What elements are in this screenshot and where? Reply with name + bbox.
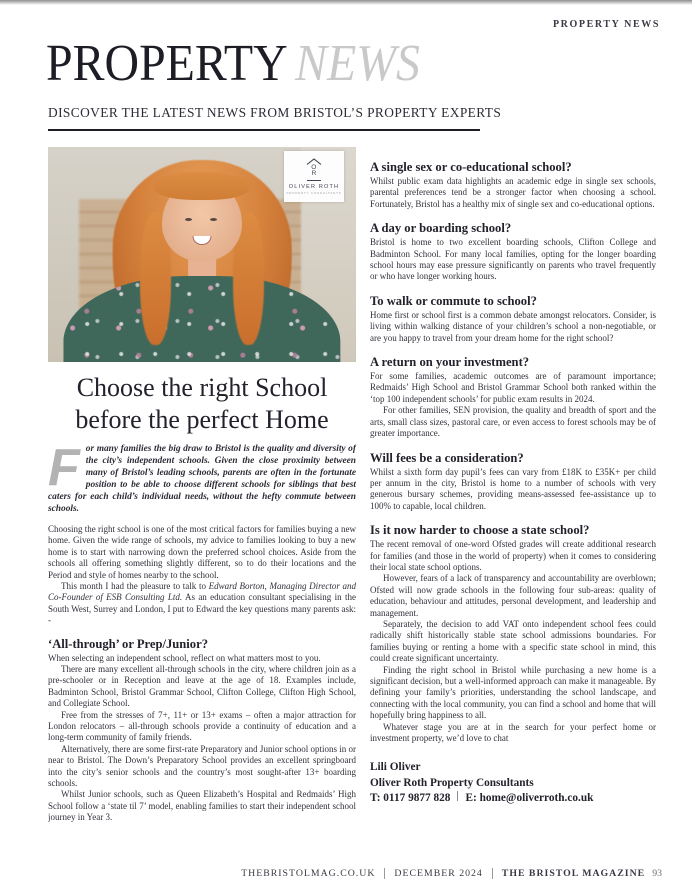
section-heading-day-boarding: A day or boarding school?	[370, 221, 512, 236]
paragraph-italic-credit: Edward Borton, Managing Director and Co-Founder of ESB Consulting Ltd.	[48, 580, 356, 603]
page-footer	[233, 865, 678, 882]
author-email[interactable]: E: home@oliverroth.co.uk	[465, 792, 594, 805]
oliver-roth-logo	[284, 151, 344, 202]
footer-page-number: 93	[652, 868, 662, 879]
section-heading-all-through: ‘All-through’ or Prep/Junior?	[48, 636, 208, 651]
lead-text: or many families the big draw to Bristol is the quality and diversity of the city’s independent schools. Given the close proximity between many of Bristol’s leading schools, parents are often in the fortunate position to be able to choose different schools for siblings that best caters for each child’s individual needs, without the hefty commute between schools.	[48, 444, 356, 514]
footer-site: THEBRISTOLMAG.CO.UK	[241, 868, 376, 879]
article-paragraph: Alternatively, there are some first-rate Preparatory and Junior school options in or near to Bristol. The Down’s Preparatory School provides an excellent springboard into the city’s senior schools and the country’s most sought-after 13+ boarding schools.	[48, 743, 356, 788]
article-paragraph: When selecting an independent school, reflect on what matters most to you.	[48, 652, 321, 663]
contact-separator	[457, 791, 458, 801]
logo-letter-r: R	[311, 170, 317, 177]
article-paragraph: Whilst a sixth form day pupil’s fees can vary from £18K to £35K+ per child per annum in the city, Bristol is home to a number of schools with very generous bursary schemes, providing means-assessed fee-assistance up to 100% to capable, local children.	[370, 466, 656, 511]
page-title-accent: NEWS	[295, 35, 420, 92]
article-paragraph: For some families, academic outcomes are of paramount importance; Redmaids’ High School and Bristol Grammar School both ranked within the ‘top 100 independent schools’ for public exam results in 2024.	[370, 371, 656, 404]
right-column	[370, 147, 656, 878]
article-paragraph	[48, 581, 356, 627]
drop-cap: F	[48, 439, 80, 498]
paragraph-rest: As an education consultant specialising in the South West, Surrey and London, I put to Edward the key questions many parents ask: -	[48, 592, 356, 626]
section-heading-walk-commute: To walk or commute to school?	[370, 293, 537, 308]
article-paragraph: Choosing the right school is one of the most critical factors for families buying a new home. Given the wide range of schools, my advice to families looking to buy a new home is to start with narrowing down the preferred school choices. Aside from the schools all offering something slightly different, so to do their locations and the Period and style of homes nearby to the school.	[48, 523, 356, 580]
page-kicker: PROPERTY NEWS	[552, 19, 660, 30]
logo-tagline: PROPERTY CONSULTANTS	[286, 191, 342, 195]
section-heading-fees: Will fees be a consideration?	[370, 450, 524, 465]
headline-line-2: before the perfect Home	[75, 404, 329, 434]
page-edge-shade	[0, 0, 692, 5]
header-rule	[48, 129, 480, 131]
consultant-photo	[48, 147, 356, 362]
author-company: Oliver Roth Property Consultants	[370, 776, 534, 789]
footer-separator	[384, 868, 385, 879]
page-subtitle: DISCOVER THE LATEST NEWS FROM BRISTOL’S PROPERTY EXPERTS	[48, 105, 502, 120]
logo-letter-o: O	[311, 164, 317, 171]
left-column	[48, 147, 356, 872]
article-paragraph: Whatever stage you are at in the search for your perfect home or investment property, we’d love to chat	[370, 721, 656, 744]
photo-eye-right	[210, 218, 217, 221]
footer-date: DECEMBER 2024	[394, 868, 483, 879]
article-paragraph: There are many excellent all-through schools in the city, where children join as a pre-schooler or in Reception and leave at the age of 18. Examples include, Badminton School, Bristol Grammar School, Clifton College, Clifton High School, and Collegiate School.	[48, 663, 356, 709]
article-paragraph: Whilst public exam data highlights an academic edge in single sex schools, parental preferences tend be a stronger factor when choosing a school. Fortunately, Bristol has a healthy mix of single sex and co-educational options.	[370, 176, 656, 209]
qa-section	[370, 355, 656, 439]
author-name: Lili Oliver	[370, 761, 421, 774]
paragraph-intro: This month I had the pleasure to talk to	[61, 580, 209, 591]
article-paragraph: Free from the stresses of 7+, 11+ or 13+ exams – often a major attraction for London relocators – all-through schools provide a continuity of education and a long-term community of family friends.	[48, 709, 356, 743]
qa-section	[370, 221, 656, 283]
qa-section	[370, 294, 656, 344]
qa-section	[370, 160, 656, 210]
qa-section	[370, 451, 656, 513]
article-paragraph: The recent removal of one-word Ofsted grades will create additional research for families (and those in the world of property) when it comes to considering their local state school options.	[370, 539, 656, 572]
article-paragraph: Finding the right school in Bristol while purchasing a new home is a significant decision, but a well-informed approach can make it manageable. By defining your family’s priorities, understanding the school landscape, and connecting with the local community, you can find a school and home that will hopefully bring happiness to all.	[370, 664, 656, 721]
article-headline	[48, 372, 356, 435]
headline-line-1: Choose the right School	[76, 373, 328, 402]
qa-section	[370, 523, 656, 744]
article-paragraph: However, fears of a lack of transparency and accountability are overblown; Ofsted will now grade schools in the following four sub-areas: quality of education, behaviour and attitudes, personal development, and leadership and management.	[370, 573, 656, 618]
logo-divider	[307, 180, 321, 181]
article-paragraph: Home first or school first is a common debate amongst relocators. Consider, is living within walking distance of your children’s school a non-negotiable, or are you happy to travel from your dream home for the right school?	[370, 309, 656, 343]
photo-eye-left	[185, 218, 192, 221]
footer-separator	[492, 868, 493, 879]
section-heading-state-school: Is it now harder to choose a state school?	[370, 523, 590, 538]
lead-paragraph	[48, 439, 356, 515]
photo-fringe	[154, 172, 249, 200]
section-heading-investment: A return on your investment?	[370, 355, 530, 370]
logo-name: OLIVER ROTH	[288, 183, 340, 190]
footer-magazine-name: THE BRISTOL MAGAZINE	[501, 868, 646, 879]
author-contact	[370, 791, 656, 807]
author-phone: T: 0117 9877 828	[370, 792, 451, 805]
article-paragraph: Separately, the decision to add VAT onto independent school fees could radically shift historically stable state school admissions boundaries. For families buying or renting a home with a specific state school in mind, this could create significant uncertainty.	[370, 618, 656, 664]
article-paragraph: Whilst Junior schools, such as Queen Elizabeth’s Hospital and Redmaids’ High School follow a ‘state til 7’ model, enabling families to start their independent school journey in Year 3.	[48, 789, 356, 823]
article-paragraph: For other families, SEN provision, the quality and breadth of sport and the arts, small class sizes, pastoral care, or even access to forest schools may be of greater importance.	[370, 405, 656, 439]
author-signature	[370, 760, 656, 807]
page-title	[46, 35, 420, 92]
page-title-main: PROPERTY	[46, 35, 288, 92]
article-paragraph: Bristol is home to two excellent boarding schools, Clifton College and Badminton School. For many local families, opting for the longer boarding school hours may ease pressure significantly on parents who travel frequently or who have longer working hours.	[370, 237, 656, 282]
section-heading-single-sex: A single sex or co-educational school?	[370, 160, 572, 174]
